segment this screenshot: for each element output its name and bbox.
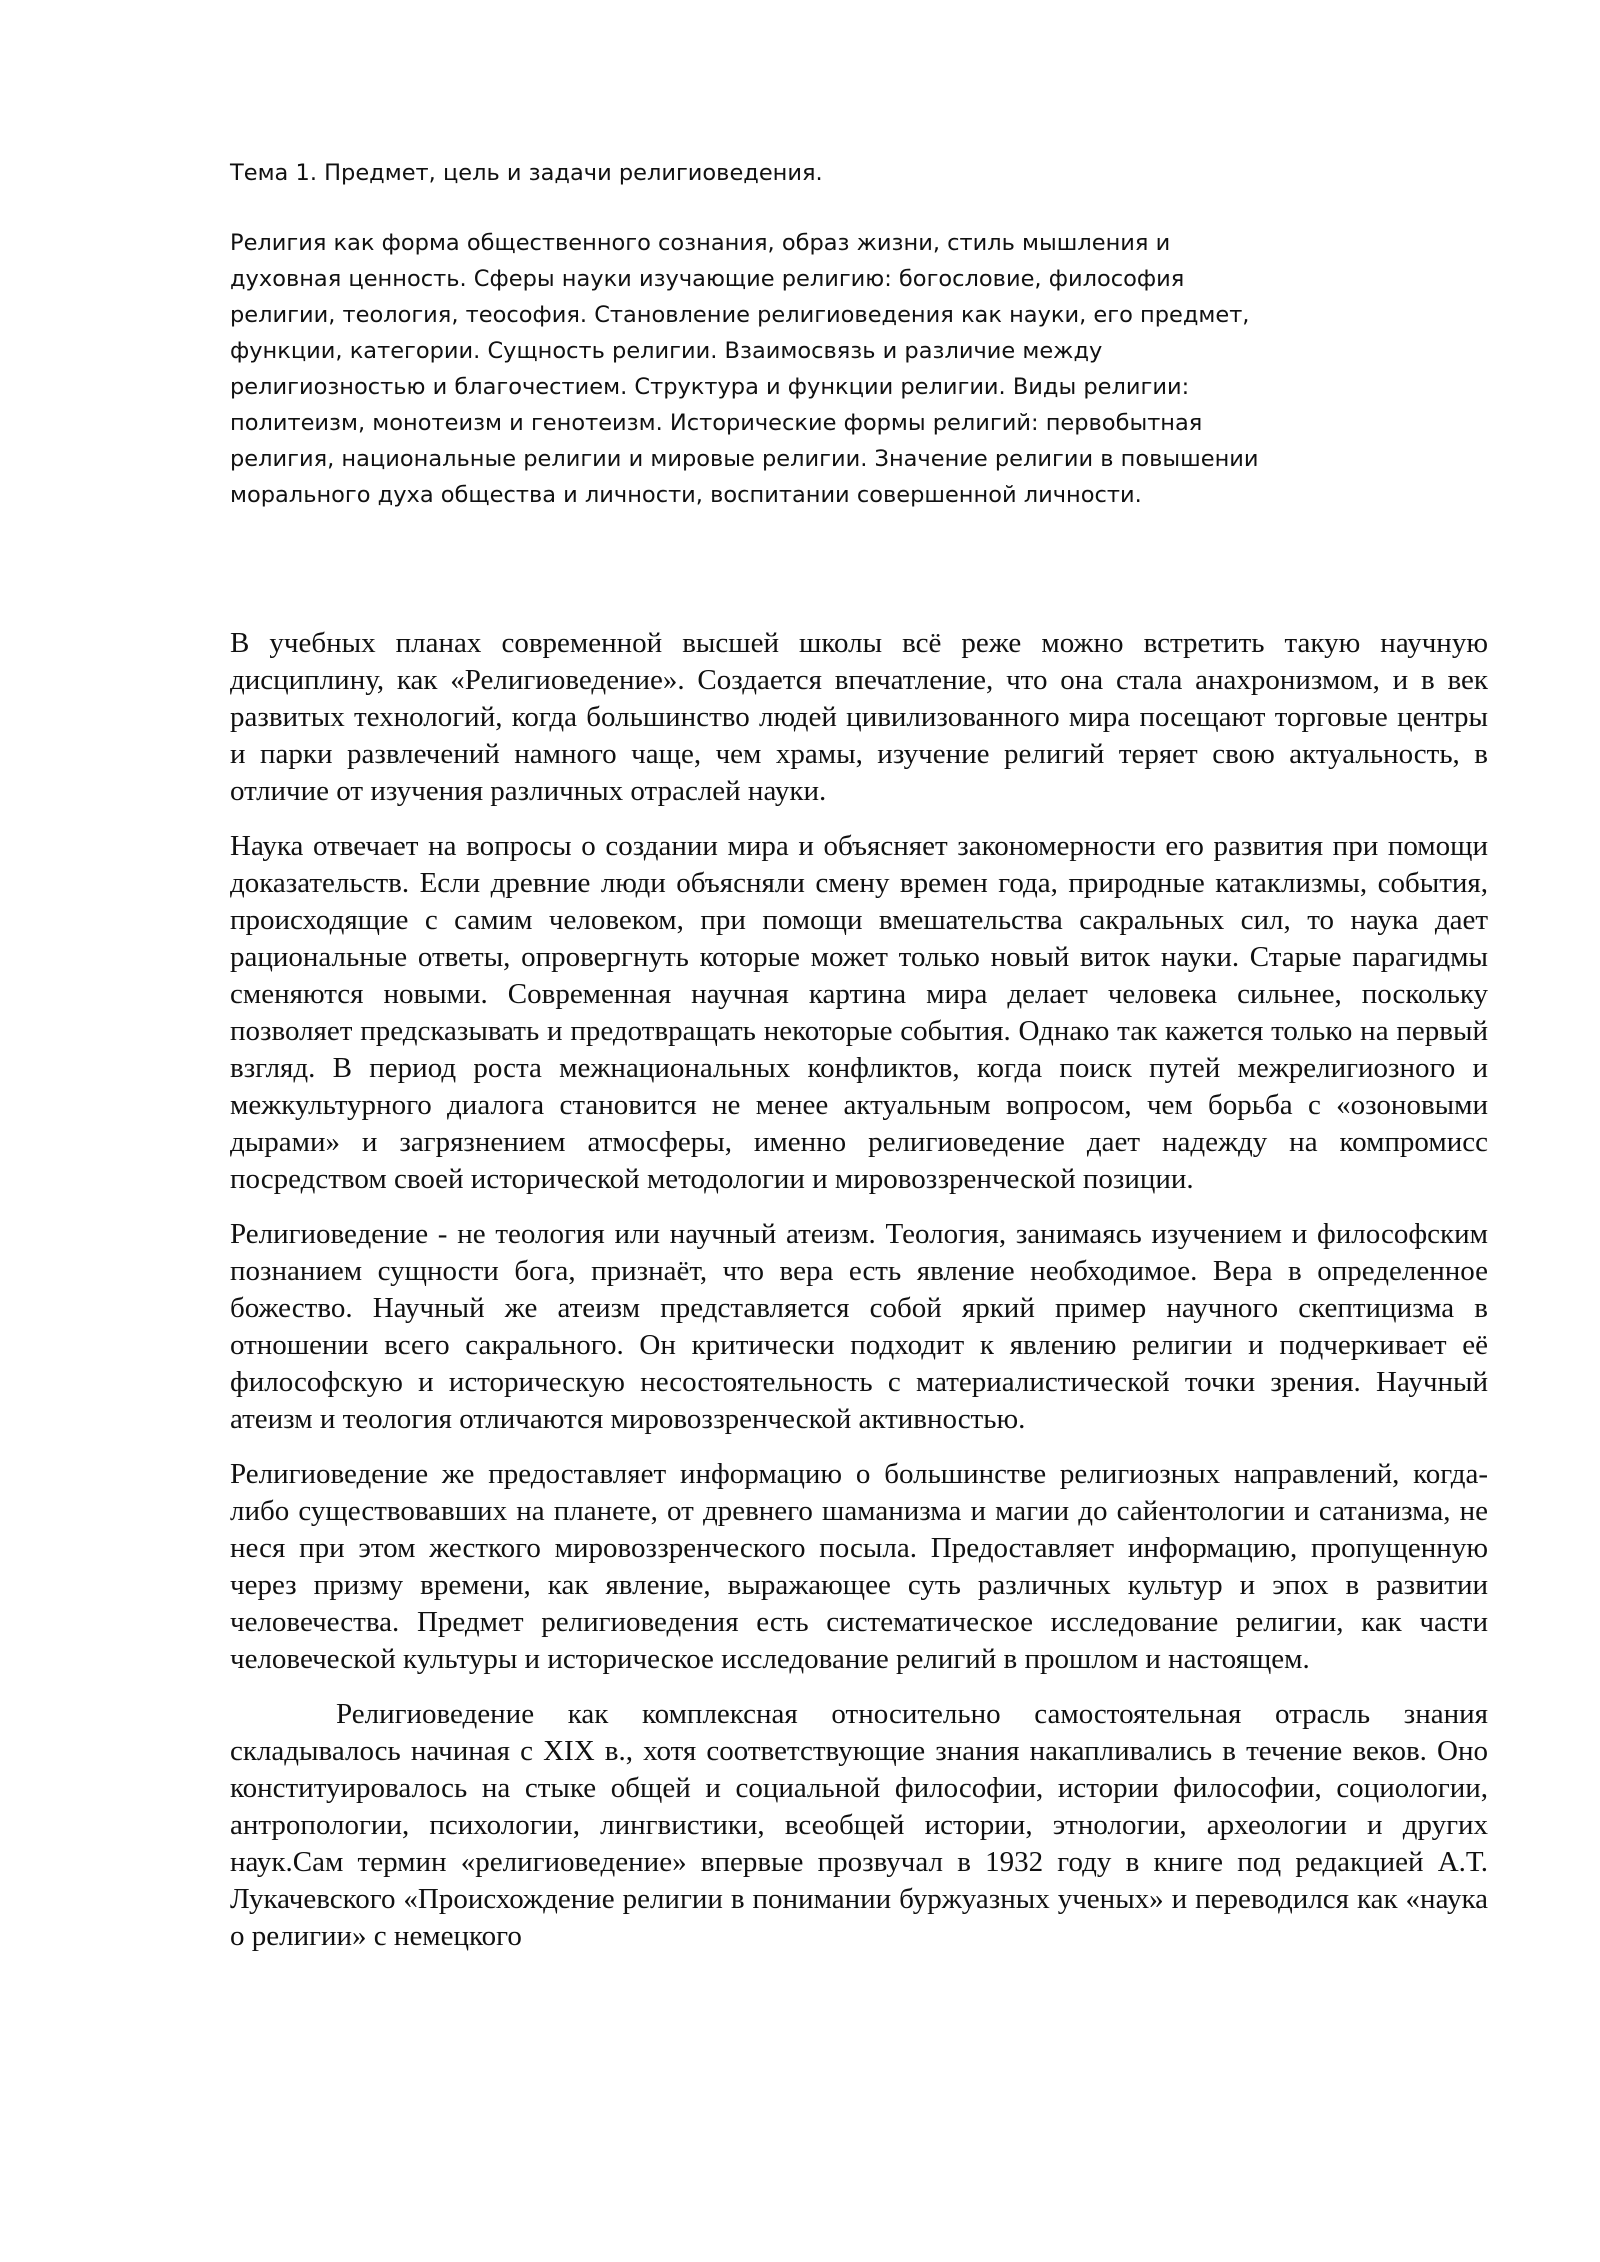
paragraph-3: Религиоведение - не теология или научный атеизм. Теология, занимаясь изучением и философским познанием сущности бога, признаёт, что вера есть явление необходимое. Вера в определенное божество. Научный же атеизм представляется собой яркий пример научного скептицизма в отношении всего сакрального. Он критически подходит к явлению религии и подчеркивает её философскую и историческую несостоятельность с материалистической точки зрения. Научный атеизм и теология отличаются мировоззренческой активностью. [230, 1218, 1488, 1435]
paragraph-1: В учебных планах современной высшей школы всё реже можно встретить такую научную дисциплину, как «Религиоведение». Создается впечатление, что она стала анахронизмом, и в век развитых технологий, когда большинство людей цивилизованного мира посещают торговые центры и парки развлечений намного чаще, чем храмы, изучение религий теряет свою актуальность, в отличие от изучения различных отраслей науки. [230, 627, 1488, 807]
document-content [230, 155, 1488, 1973]
paragraph-5: Религиоведение как комплексная относительно самостоятельная отрасль знания складывалось начиная с XIX в., хотя соответствующие знания накапливались в течение веков. Оно конституировалось на стыке общей и социальной философии, истории философии, социологии, антропологии, психологии, лингвистики, всеобщей истории, этнологии, археологии и других наук.Сам термин «религиоведение» впервые прозвучал в 1932 году в книге под редакцией А.Т. Лукачевского «Происхождение религии в понимании буржуазных ученых» и переводился как «наука о религии» с немецкого [230, 1698, 1488, 1952]
topic-summary: Религия как форма общественного сознания, образ жизни, стиль мышления и духовная ценность. Сферы науки изучающие религию: богословие, философия религии, теология, теософия. Становление религиоведения как науки, его предмет, функции, категории. Сущность религии. Взаимосвязь и различие между религиозностью и благочестием. Структура и функции религии. Виды религии: политеизм, монотеизм и генотеизм. Исторические формы религий: первобытная религия, национальные религии и мировые религии. Значение религии в повышении морального духа общества и личности, воспитании совершенной личности. [230, 230, 1259, 508]
paragraph-4: Религиоведение же предоставляет информацию о большинстве религиозных направлений, когда-либо существовавших на планете, от древнего шаманизма и магии до сайентологии и сатанизма, не неся при этом жесткого мировоззренческого посыла. Предоставляет информацию, пропущенную через призму времени, как явление, выражающее суть различных культур и эпох в развитии человечества. Предмет религиоведения есть систематическое исследование религии, как части человеческой культуры и историческое исследование религий в прошлом и настоящем. [230, 1458, 1488, 1675]
paragraph-2: Наука отвечает на вопросы о создании мира и объясняет закономерности его развития при помощи доказательств. Если древние люди объясняли смену времен года, природные катаклизмы, события, происходящие с самим человеком, при помощи вмешательства сакральных сил, то наука дает рациональные ответы, опровергнуть которые может только новый виток науки. Старые парагидмы сменяются новыми. Современная научная картина мира делает человека сильнее, поскольку позволяет предсказывать и предотвращать некоторые события. Однако так кажется только на первый взгляд. В период роста межнациональных конфликтов, когда поиск путей межрелигиозного и межкультурного диалога становится не менее актуальным вопросом, чем борьба с «озоновыми дырами» и загрязнением атмосферы, именно религиоведение дает надежду на компромисс посредством своей исторической методологии и мировоззренческой позиции. [230, 830, 1488, 1195]
body-text [230, 625, 1488, 1955]
topic-title: Тема 1. Предмет, цель и задачи религиоведения. [230, 160, 823, 186]
